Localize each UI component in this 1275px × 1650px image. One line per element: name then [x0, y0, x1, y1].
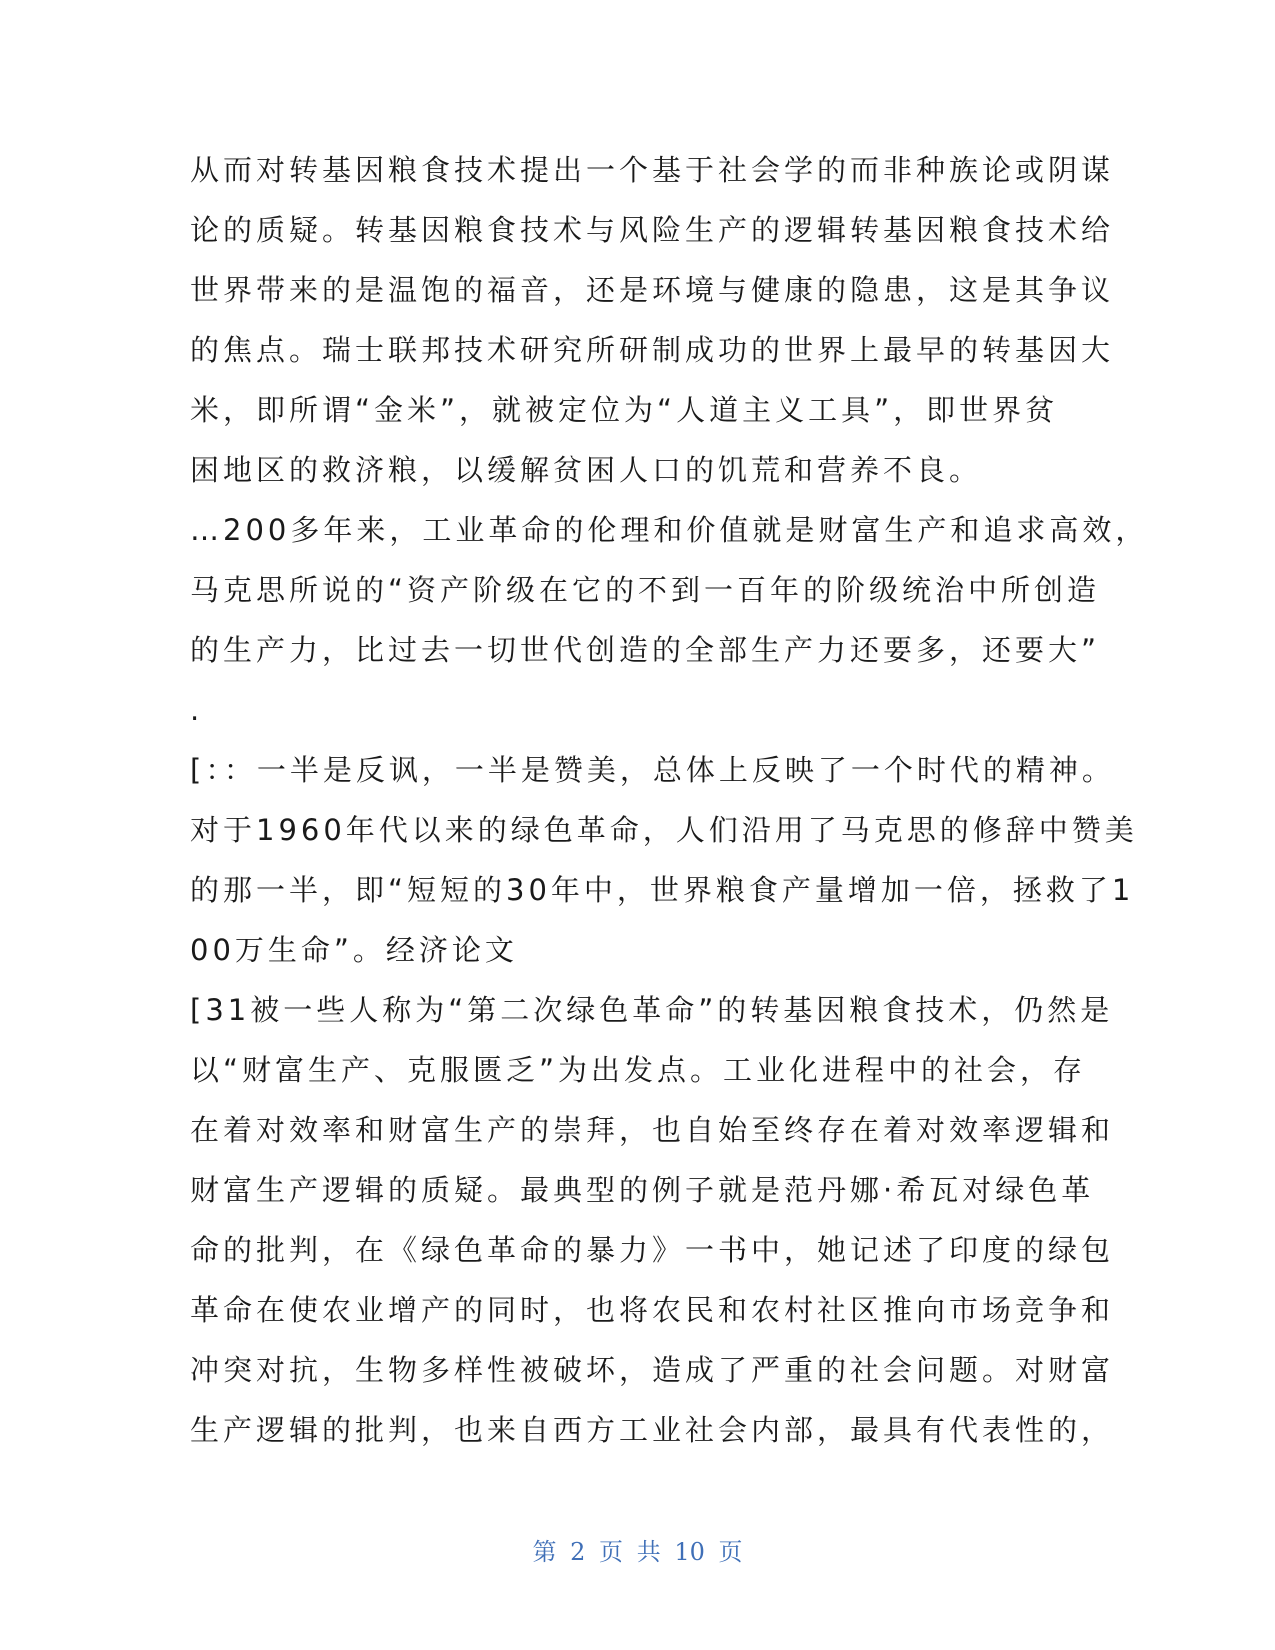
text-line: 财富生产逻辑的质疑。最典型的例子就是范丹娜·希瓦对绿色革 — [190, 1173, 1095, 1207]
text-line: 命的批判，在《绿色革命的暴力》一书中，她记述了印度的绿包 — [190, 1233, 1115, 1267]
text-line: 对于1960年代以来的绿色革命，人们沿用了马克思的修辞中赞美 — [190, 813, 1138, 847]
text-line: 从而对转基因粮食技术提出一个基于社会学的而非种族论或阴谋 — [190, 153, 1115, 187]
text-line: 冲突对抗，生物多样性被破坏，造成了严重的社会问题。对财富 — [190, 1353, 1115, 1387]
text-line: 论的质疑。转基因粮食技术与风险生产的逻辑转基因粮食技术给 — [190, 213, 1115, 247]
page-footer — [0, 1532, 1275, 1567]
text-line: [31被一些人称为“第二次绿色革命”的转基因粮食技术，仍然是 — [190, 993, 1114, 1027]
text-line: 的生产力，比过去一切世代创造的全部生产力还要多，还要大” — [190, 633, 1101, 667]
text-line: 的那一半，即“短短的30年中，世界粮食产量增加一倍，拯救了1 — [190, 873, 1135, 907]
footer-total-prefix: 共 — [636, 1538, 661, 1566]
text-line: 的焦点。瑞士联邦技术研究所研制成功的世界上最早的转基因大 — [190, 333, 1115, 367]
text-line: 马克思所说的“资产阶级在它的不到一百年的阶级统治中所创造 — [190, 573, 1101, 607]
body-text — [190, 140, 1149, 1460]
footer-prefix: 第 — [532, 1538, 557, 1566]
total-pages-number: 10 — [674, 1538, 705, 1566]
text-line: 在着对效率和财富生产的崇拜，也自始至终存在着对效率逻辑和 — [190, 1113, 1115, 1147]
text-line: 世界带来的是温饱的福音，还是环境与健康的隐患，这是其争议 — [190, 273, 1115, 307]
text-line: 米，即所谓“金米”，就被定位为“人道主义工具”，即世界贫 — [190, 393, 1059, 427]
footer-page-label: 页 — [599, 1538, 624, 1566]
current-page-number: 2 — [570, 1538, 586, 1566]
text-line: [：：一半是反讽，一半是赞美，总体上反映了一个时代的精神。 — [190, 753, 1115, 787]
text-line: . — [190, 693, 204, 727]
text-line: 00万生命”。经济论文 — [190, 933, 518, 967]
text-line: 革命在使农业增产的同时，也将农民和农村社区推向市场竞争和 — [190, 1293, 1115, 1327]
text-line: 困地区的救济粮，以缓解贫困人口的饥荒和营养不良。 — [190, 453, 983, 487]
text-line: 以“财富生产、克服匮乏”为出发点。工业化进程中的社会，存 — [190, 1053, 1087, 1087]
text-line: 生产逻辑的批判，也来自西方工业社会内部，最具有代表性的， — [190, 1413, 1115, 1447]
text-line: …200多年来，工业革命的伦理和价值就是财富生产和追求高效， — [190, 513, 1149, 547]
footer-total-label: 页 — [718, 1538, 743, 1566]
